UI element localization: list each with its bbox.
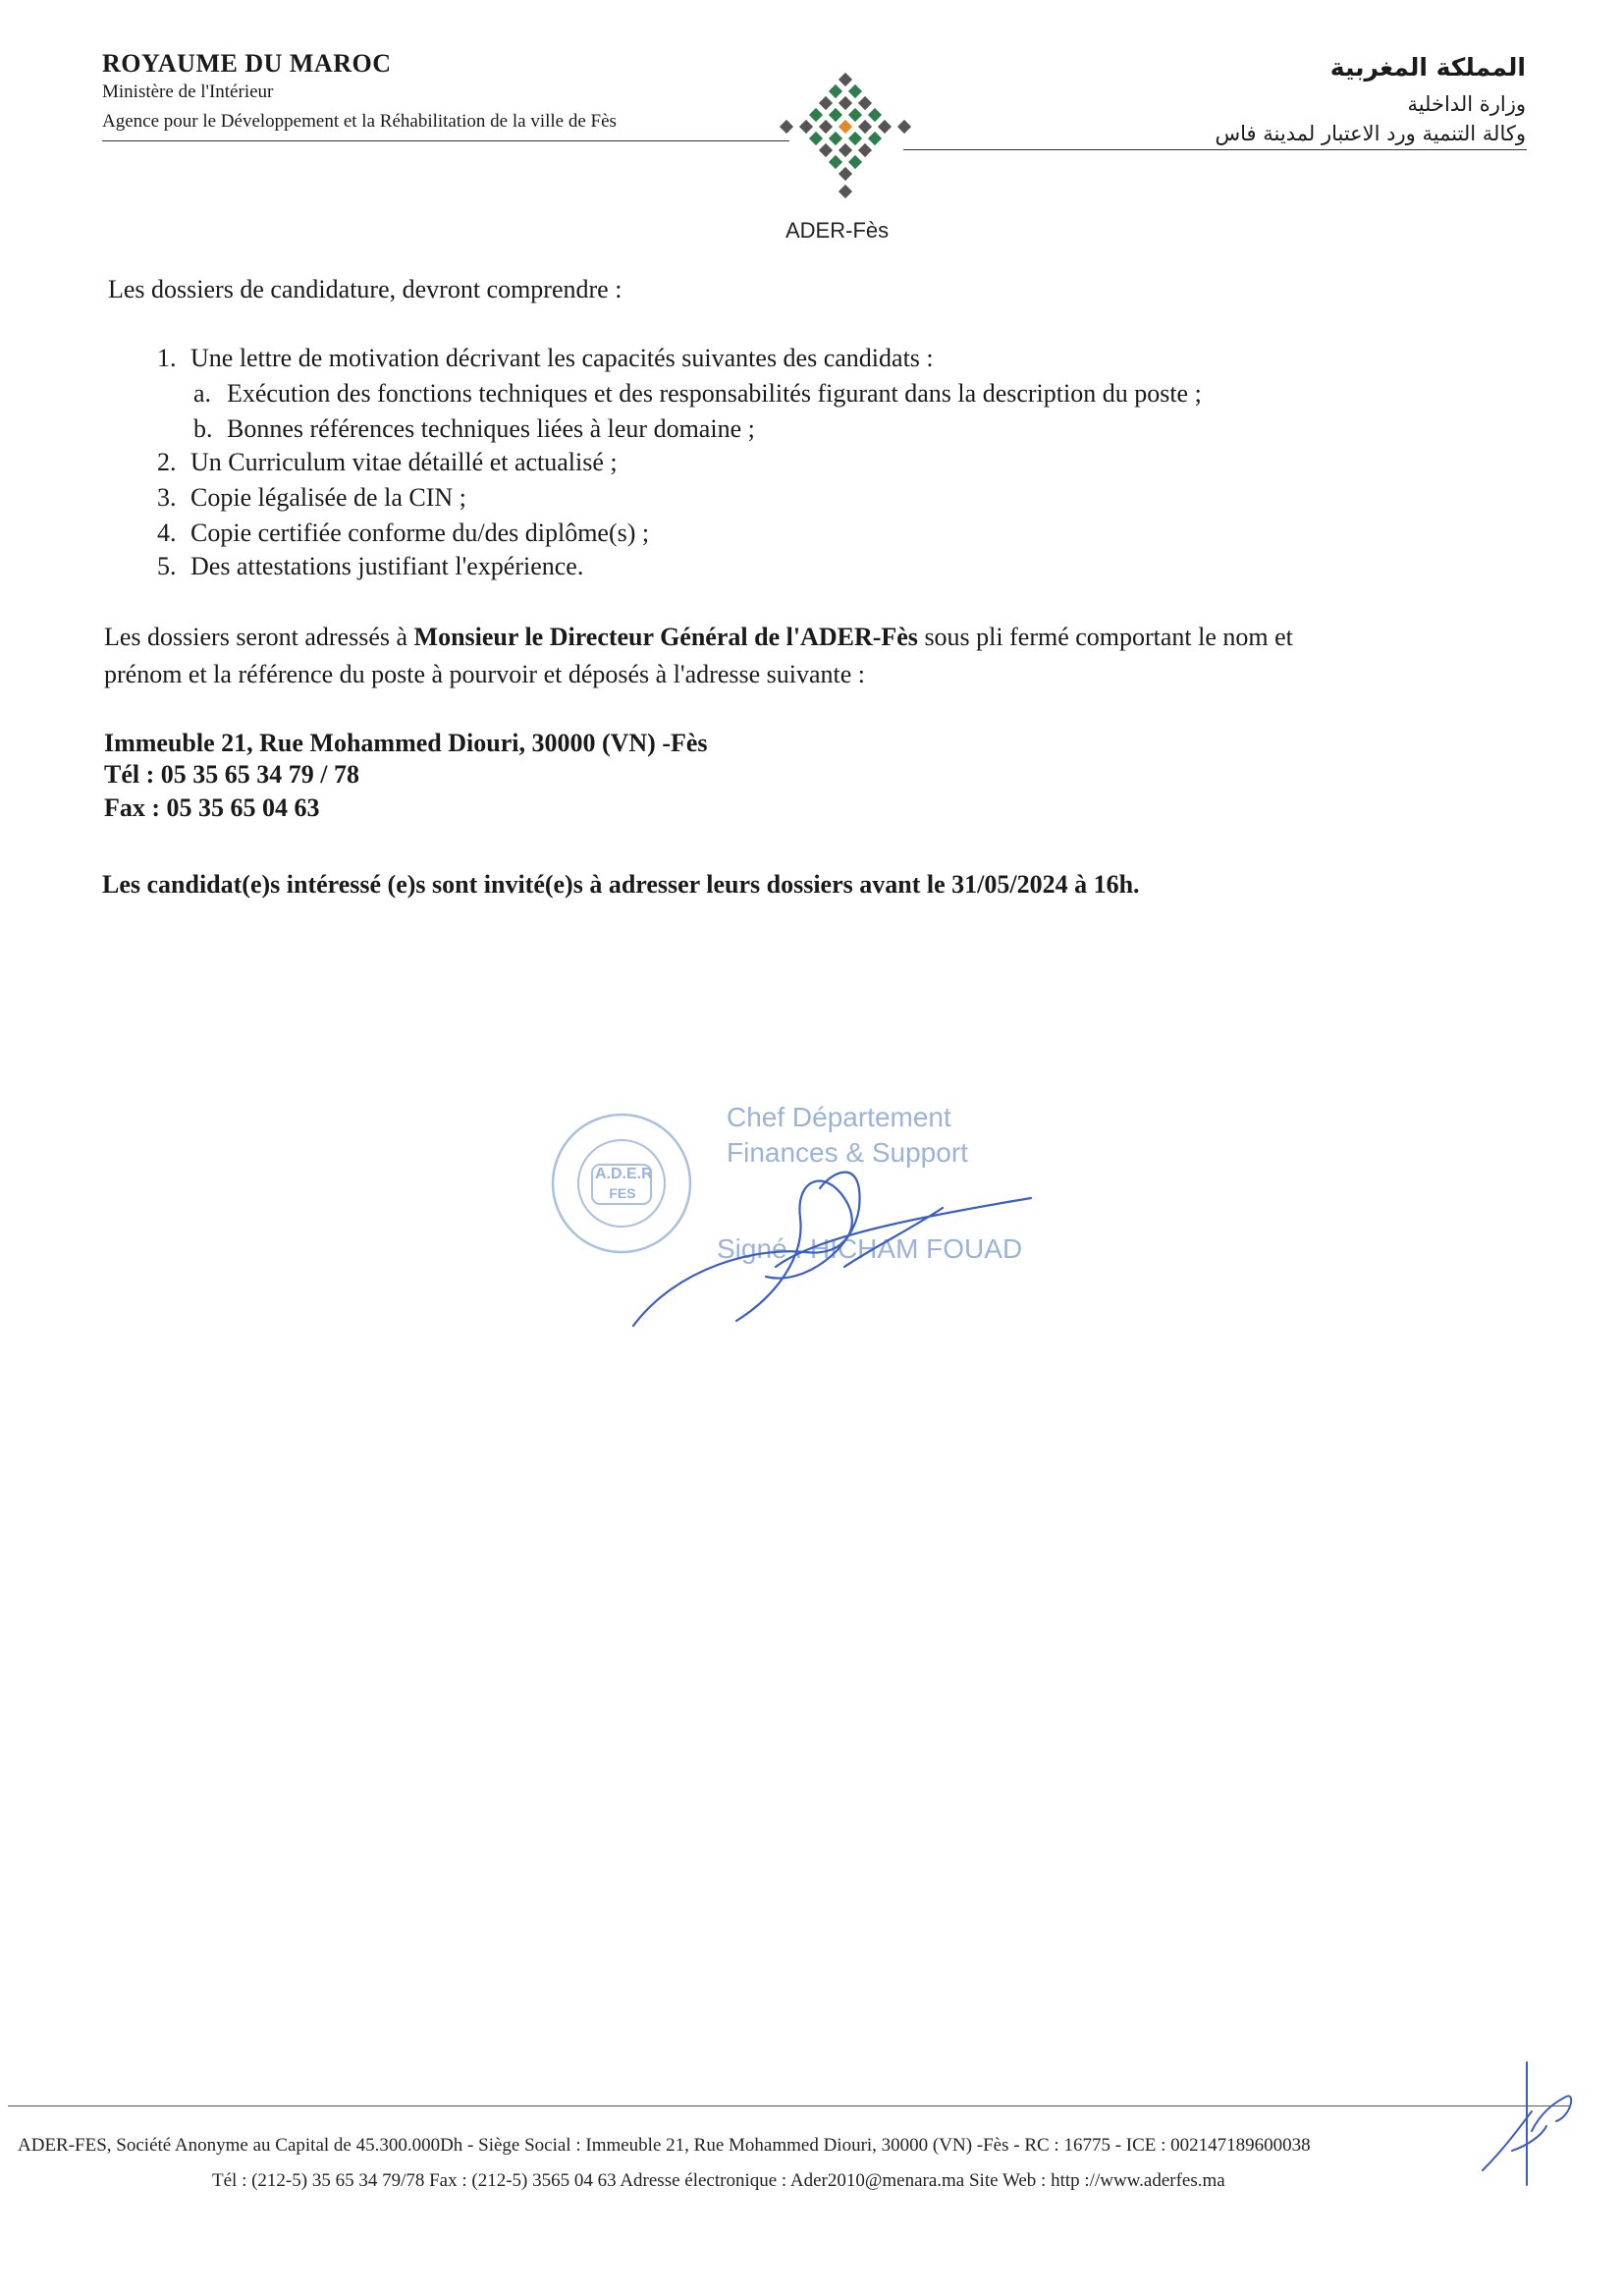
list-item-1b bbox=[193, 414, 755, 444]
list-item-4 bbox=[157, 519, 649, 548]
list-num: a. bbox=[193, 379, 212, 408]
stamp-center-sub: FES bbox=[609, 1185, 636, 1201]
address-line2: prénom et la référence du poste à pourvoir et déposés à l'adresse suivante : bbox=[104, 660, 865, 688]
header-rule-left bbox=[102, 140, 789, 141]
logo-mosaic bbox=[780, 73, 911, 198]
list-num: 5. bbox=[157, 552, 177, 580]
header-left-agency: Agence pour le Développement et la Réhabilitation de la ville de Fès bbox=[102, 111, 617, 132]
list-item-1a bbox=[193, 379, 1202, 409]
list-num: 1. bbox=[157, 344, 177, 372]
header-left-title: ROYAUME DU MAROC bbox=[102, 49, 392, 78]
list-num: 4. bbox=[157, 519, 177, 547]
stamp-title-2: Finances & Support bbox=[727, 1137, 968, 1168]
list-item-3 bbox=[157, 483, 466, 513]
header-right-title: المملكة المغربية bbox=[1329, 53, 1526, 82]
signature-icon bbox=[619, 1149, 1051, 1345]
list-num: 2. bbox=[157, 448, 177, 476]
list-text: Bonnes références techniques liées à leur domaine ; bbox=[227, 414, 755, 443]
contact-address: Immeuble 21, Rue Mohammed Diouri, 30000 (VN) -Fès bbox=[104, 729, 708, 757]
list-text: Copie certifiée conforme du/des diplôme(s) ; bbox=[190, 519, 650, 547]
initials-icon bbox=[1473, 2043, 1581, 2190]
list-num: 3. bbox=[157, 483, 177, 512]
list-text: Copie légalisée de la CIN ; bbox=[190, 483, 466, 512]
contact-tel: Tél : 05 35 65 34 79 / 78 bbox=[104, 760, 359, 789]
list-item-2 bbox=[157, 448, 618, 477]
contact-fax: Fax : 05 35 65 04 63 bbox=[104, 793, 320, 822]
list-text: Une lettre de motivation décrivant les capacités suivantes des candidats : bbox=[190, 344, 934, 372]
deadline-text: Les candidat(e)s intéressé (e)s sont invité(e)s à adresser leurs dossiers avant le 31/05/2024 à 16h. bbox=[102, 870, 1140, 899]
stamp-title-1: Chef Département bbox=[727, 1102, 951, 1132]
header-left-ministry: Ministère de l'Intérieur bbox=[102, 82, 274, 102]
stamp-signed: Signé : HICHAM FOUAD bbox=[717, 1233, 1023, 1264]
list-text: Des attestations justifiant l'expérience. bbox=[190, 552, 584, 580]
address-prefix: Les dossiers seront adressés à bbox=[104, 623, 414, 651]
address-suffix: sous pli fermé comportant le nom et bbox=[917, 623, 1293, 651]
list-text: Exécution des fonctions techniques et des responsabilités figurant dans la description du poste ; bbox=[227, 379, 1202, 408]
header-right-ministry: وزارة الداخلية bbox=[1407, 92, 1526, 116]
footer-line-2: Tél : (212-5) 35 65 34 79/78 Fax : (212-5) 3565 04 63 Adresse électronique : Ader2010@menara.ma Site Web : http ://www.aderfes.ma bbox=[212, 2170, 1225, 2191]
list-item-5 bbox=[157, 552, 583, 581]
list-text: Un Curriculum vitae détaillé et actualisé ; bbox=[190, 448, 618, 476]
header-rule-right bbox=[903, 149, 1527, 150]
intro-text: Les dossiers de candidature, devront comprendre : bbox=[108, 275, 623, 303]
header-right-agency: وكالة التنمية ورد الاعتبار لمدينة فاس bbox=[1215, 122, 1526, 145]
stamp-center: A.D.E.R bbox=[595, 1166, 653, 1182]
logo-caption: ADER-Fès bbox=[785, 218, 890, 243]
footer-line-1: ADER-FES, Société Anonyme au Capital de 45.300.000Dh - Siège Social : Immeuble 21, Rue Mohammed Diouri, 30000 (VN) -Fès - RC : 16775 - ICE : 002147189600038 bbox=[18, 2135, 1311, 2156]
ader-logo-icon bbox=[776, 71, 913, 218]
list-item-1 bbox=[157, 344, 934, 373]
address-recipient: Monsieur le Directeur Général de l'ADER-Fès bbox=[413, 623, 918, 651]
footer-rule bbox=[8, 2105, 1569, 2106]
list-num: b. bbox=[193, 414, 213, 443]
address-paragraph bbox=[104, 621, 1557, 654]
